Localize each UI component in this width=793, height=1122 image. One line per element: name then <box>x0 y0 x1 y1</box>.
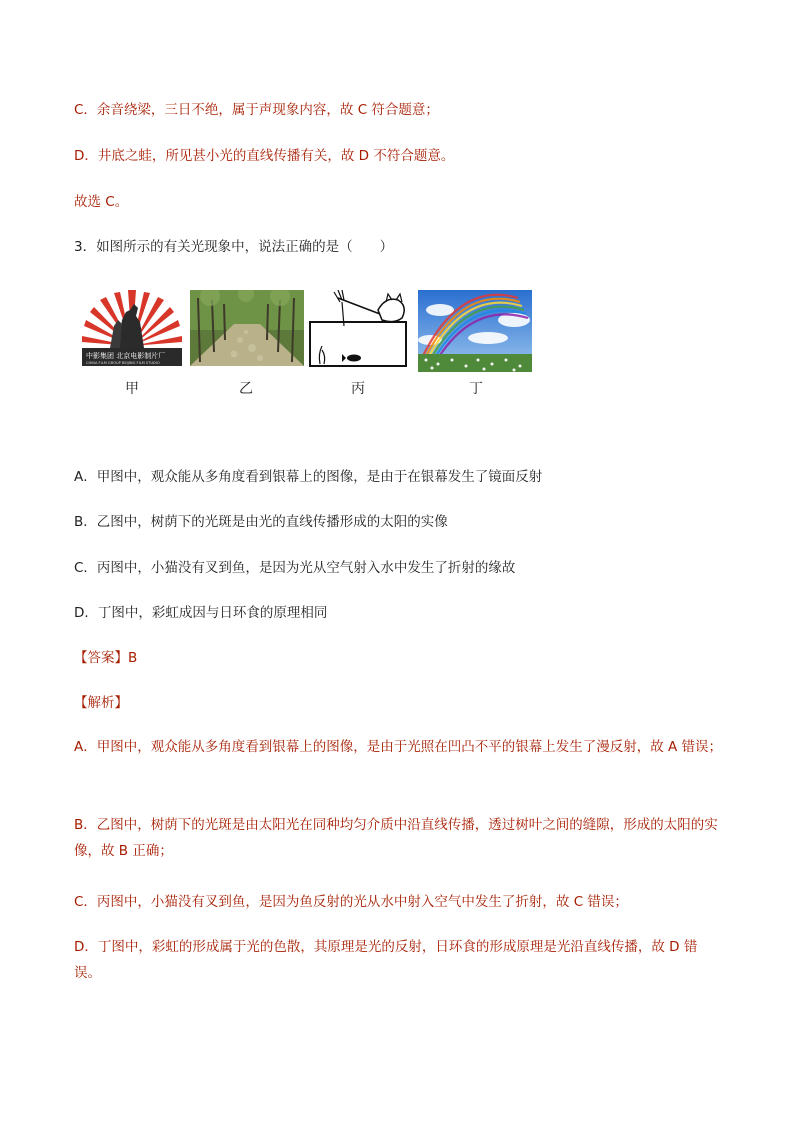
figure-bing <box>308 290 410 368</box>
figure-ding <box>418 290 532 372</box>
figure-yi <box>190 290 304 366</box>
option-a: A．甲图中，观众能从多角度看到银幕上的图像，是由于在银幕发生了镜面反射 <box>74 469 543 485</box>
figure-jia <box>80 290 184 370</box>
question-3: 3．如图所示的有关光现象中，说法正确的是（ ） <box>74 239 394 255</box>
figure-label-bing: 丙 <box>351 381 365 397</box>
figure-label-ding: 丁 <box>469 381 483 397</box>
rainbow-image <box>418 290 532 372</box>
option-d-previous: D．井底之蛙，所见甚小光的直线传播有关，故 D 不符合题意。 <box>74 148 455 164</box>
figure-row <box>80 290 540 400</box>
analysis-heading: 【解析】 <box>74 695 128 711</box>
figure-label-jia: 甲 <box>125 381 139 397</box>
option-c-previous: C．余音绕梁，三日不绝，属于声现象内容，故 C 符合题意； <box>74 102 439 118</box>
option-c: C．丙图中，小猫没有叉到鱼，是因为光从空气射入水中发生了折射的缘故 <box>74 560 516 576</box>
explanation-b: B．乙图中，树荫下的光斑是由太阳光在同种均匀介质中沿直线传播，透过树叶之间的缝隙，形成的太阳的实像，故 B 正确； <box>74 817 718 859</box>
logo-text: 中影集团 北京电影制片厂 <box>86 352 166 360</box>
tree-shade-image <box>190 290 304 366</box>
cat-fish-image <box>308 290 410 368</box>
choose-line: 故选 C。 <box>74 194 129 210</box>
film-logo-image <box>80 290 184 370</box>
option-d: D．丁图中，彩虹成因与日环食的原理相同 <box>74 605 328 621</box>
logo-subtext: CHINA FILM GROUP BEIJING FILM STUDIO <box>86 361 160 365</box>
explanation-a: A．甲图中，观众能从多角度看到银幕上的图像，是由于光照在凹凸不平的银幕上发生了漫反射，故 A 错误； <box>74 739 723 755</box>
figure-label-yi: 乙 <box>239 381 253 397</box>
option-b: B．乙图中，树荫下的光斑是由光的直线传播形成的太阳的实像 <box>74 514 448 530</box>
explanation-d: D．丁图中，彩虹的形成属于光的色散，其原理是光的反射，日环食的形成原理是光沿直线传播，故 D 错误。 <box>74 939 698 981</box>
explanation-c: C．丙图中，小猫没有叉到鱼，是因为鱼反射的光从水中射入空气中发生了折射，故 C 错误； <box>74 894 628 910</box>
answer-line: 【答案】B <box>74 650 138 666</box>
